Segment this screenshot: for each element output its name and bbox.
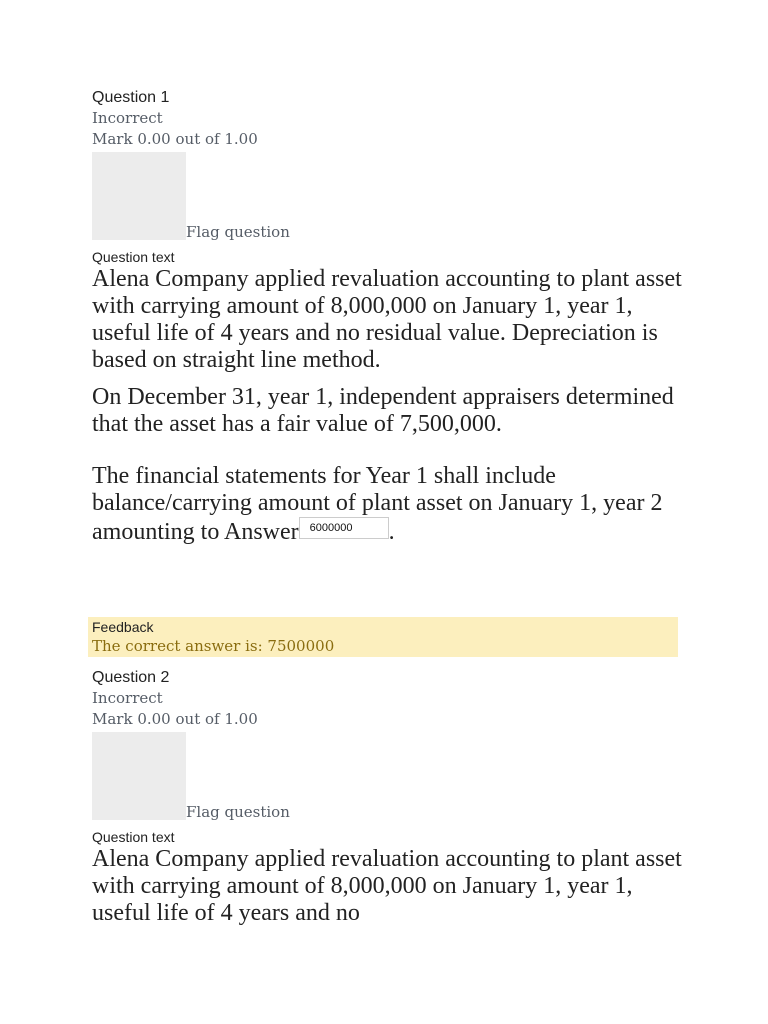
answer-input[interactable] [299,517,389,539]
question-1 [92,88,692,546]
flag-row [92,730,692,828]
flag-image-placeholder [92,732,186,820]
flag-question-link[interactable]: Flag question [186,803,290,821]
question-text-heading: Question text [92,249,175,265]
question-state: Incorrect [92,109,163,127]
answer-suffix: . [388,519,395,545]
flag-question-link[interactable]: Flag question [186,223,290,241]
question-text [92,266,692,546]
question-grade: Mark 0.00 out of 1.00 [92,710,258,728]
answer-prefix: The financial statements for Year 1 shall include balance/carrying amount of plant asset on January 1, year 2 amounting to Answer [92,463,663,545]
answer-paragraph [92,463,692,546]
question-grade: Mark 0.00 out of 1.00 [92,130,258,148]
question-state: Incorrect [92,689,163,707]
question-number: Question 1 [92,89,170,106]
question-text-heading: Question text [92,829,175,845]
correct-answer-text: The correct answer is: 7500000 [92,637,335,655]
question-paragraph: Alena Company applied revaluation accounting to plant asset with carrying amount of 8,000,000 on January 1, year 1, useful life of 4 years and no [92,846,682,926]
feedback-box [88,617,678,657]
question-2 [92,668,692,927]
flag-image-placeholder [92,152,186,240]
question-paragraph: On December 31, year 1, independent appraisers determined that the asset has a fair value of 7,500,000. [92,384,674,437]
flag-row [92,150,692,248]
feedback-heading: Feedback [92,619,154,635]
question-paragraph: Alena Company applied revaluation accounting to plant asset with carrying amount of 8,000,000 on January 1, year 1, useful life of 4 years and no residual value. Depreciation is based on straight line method. [92,266,682,373]
question-text [92,846,692,927]
question-number: Question 2 [92,669,170,686]
